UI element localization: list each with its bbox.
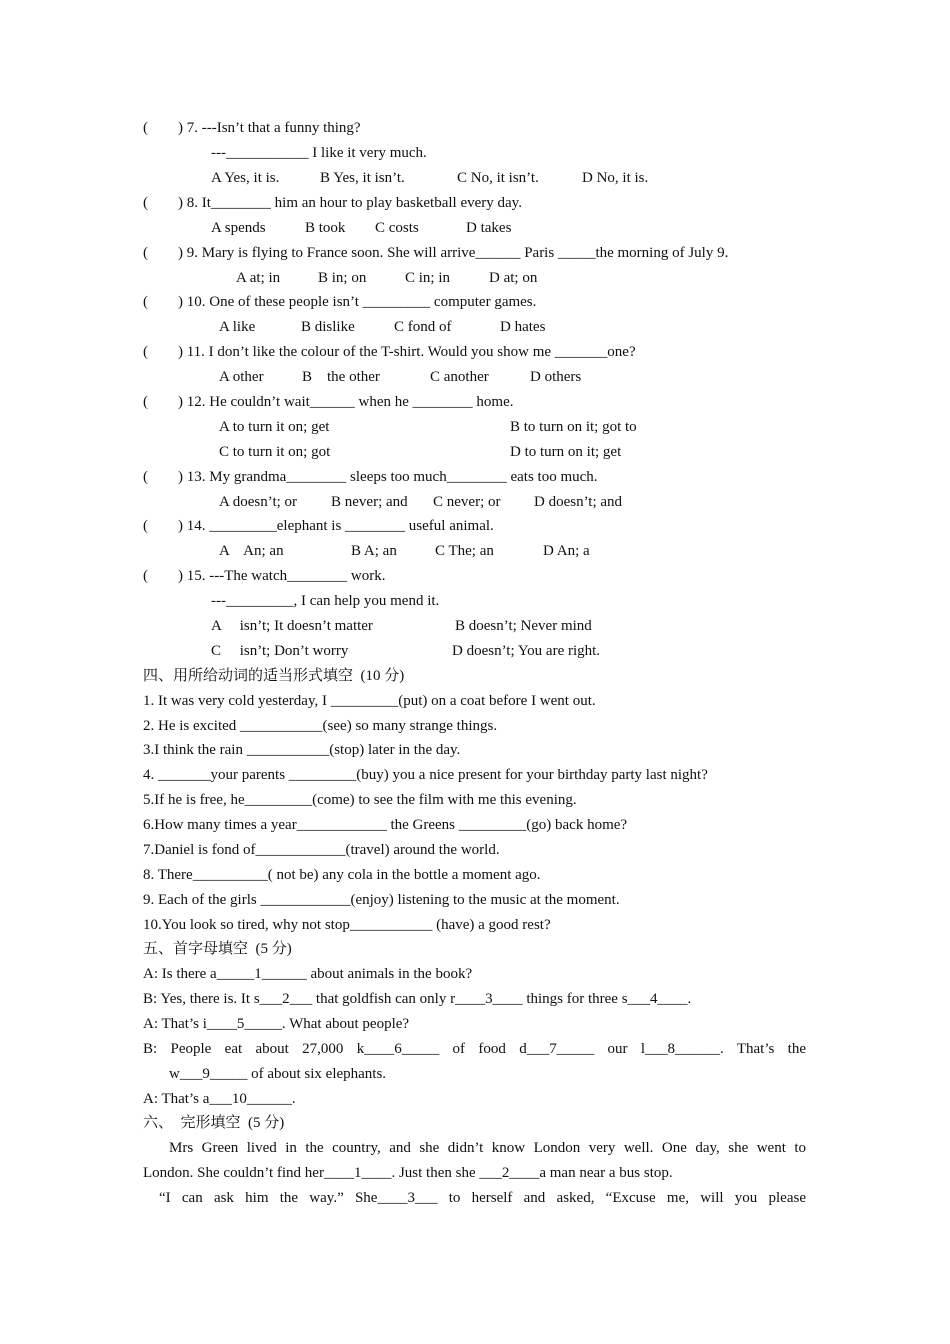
q14-option-d: D An; a bbox=[543, 543, 590, 559]
q15-option-b: B doesn’t; Never mind bbox=[455, 618, 592, 634]
section-4-item-6: 6.How many times a year____________ the Greens _________(go) back home? bbox=[143, 817, 628, 833]
section-4-item-7: 7.Daniel is fond of____________(travel) around the world. bbox=[143, 842, 500, 858]
section-4-item-9: 9. Each of the girls ____________(enjoy) listening to the music at the moment. bbox=[143, 892, 620, 908]
section-5-line-4: B: People eat about 27,000 k____6_____ of food d___7_____ our l___8______. That’s the bbox=[143, 1041, 806, 1057]
q8-option-d: D takes bbox=[466, 220, 512, 236]
q11-option-c: C another bbox=[430, 369, 489, 385]
question-14-stem: ( ) 14. _________elephant is ________ useful animal. bbox=[143, 518, 494, 534]
q9-option-d: D at; on bbox=[489, 270, 538, 286]
section-4-item-1: 1. It was very cold yesterday, I _________(put) on a coat before I went out. bbox=[143, 693, 596, 709]
q11-option-b: B the other bbox=[302, 369, 380, 385]
section-5-line-2: B: Yes, there is. It s___2___ that goldfish can only r____3____ things for three s___4____. bbox=[143, 991, 692, 1007]
q7-option-b: B Yes, it isn’t. bbox=[320, 170, 405, 186]
section-6-title: 六、 完形填空 (5 分) bbox=[143, 1115, 285, 1131]
q10-option-b: B dislike bbox=[301, 319, 355, 335]
section-5-line-5: w___9_____ of about six elephants. bbox=[169, 1066, 387, 1082]
q7-option-c: C No, it isn’t. bbox=[457, 170, 539, 186]
q10-option-a: A like bbox=[219, 319, 256, 335]
q13-option-b: B never; and bbox=[331, 494, 408, 510]
section-4-item-3: 3.I think the rain ___________(stop) later in the day. bbox=[143, 742, 461, 758]
q15-option-c: C isn’t; Don’t worry bbox=[211, 643, 349, 659]
q7-option-a: A Yes, it is. bbox=[211, 170, 280, 186]
q11-option-a: A other bbox=[219, 369, 264, 385]
q9-option-b: B in; on bbox=[318, 270, 367, 286]
question-7-dialog: ---___________ I like it very much. bbox=[211, 145, 427, 161]
section-4-item-10: 10.You look so tired, why not stop___________ (have) a good rest? bbox=[143, 917, 551, 933]
q14-option-b: B A; an bbox=[351, 543, 397, 559]
question-10-stem: ( ) 10. One of these people isn’t _________ computer games. bbox=[143, 294, 537, 310]
section-5-line-3: A: That’s i____5_____. What about people? bbox=[143, 1016, 410, 1032]
section-4-item-4: 4. _______your parents _________(buy) you a nice present for your birthday party last night? bbox=[143, 767, 708, 783]
question-15-dialog: ---_________, I can help you mend it. bbox=[211, 593, 440, 609]
section-5-line-6: A: That’s a___10______. bbox=[143, 1091, 296, 1107]
q8-option-b: B took bbox=[305, 220, 346, 236]
q15-option-d: D doesn’t; You are right. bbox=[452, 643, 601, 659]
q10-option-d: D hates bbox=[500, 319, 546, 335]
q12-option-c: C to turn it on; got bbox=[219, 444, 331, 460]
q13-option-a: A doesn’t; or bbox=[219, 494, 298, 510]
q13-option-d: D doesn’t; and bbox=[534, 494, 623, 510]
section-4-title: 四、用所给动词的适当形式填空 (10 分) bbox=[143, 668, 405, 684]
section-6-line-2: London. She couldn’t find her____1____. Just then she ___2____a man near a bus stop. bbox=[143, 1165, 673, 1181]
question-12-stem: ( ) 12. He couldn’t wait______ when he ________ home. bbox=[143, 394, 514, 410]
question-9-stem: ( ) 9. Mary is flying to France soon. She will arrive______ Paris _____the morning of July 9. bbox=[143, 245, 729, 261]
question-8-stem: ( ) 8. It________ him an hour to play basketball every day. bbox=[143, 195, 522, 211]
q8-option-a: A spends bbox=[211, 220, 266, 236]
q12-option-d: D to turn on it; get bbox=[510, 444, 622, 460]
q8-option-c: C costs bbox=[375, 220, 419, 236]
q15-option-a: A isn’t; It doesn’t matter bbox=[211, 618, 373, 634]
question-11-stem: ( ) 11. I don’t like the colour of the T-shirt. Would you show me _______one? bbox=[143, 344, 636, 360]
q9-option-a: A at; in bbox=[236, 270, 281, 286]
section-4-item-2: 2. He is excited ___________(see) so many strange things. bbox=[143, 718, 498, 734]
section-4-item-8: 8. There__________( not be) any cola in the bottle a moment ago. bbox=[143, 867, 541, 883]
q13-option-c: C never; or bbox=[433, 494, 501, 510]
q11-option-d: D others bbox=[530, 369, 582, 385]
q12-option-a: A to turn it on; get bbox=[219, 419, 330, 435]
q14-option-a: A An; an bbox=[219, 543, 284, 559]
q14-option-c: C The; an bbox=[435, 543, 494, 559]
section-5-title: 五、首字母填空 (5 分) bbox=[143, 941, 292, 957]
section-4-item-5: 5.If he is free, he_________(come) to see the film with me this evening. bbox=[143, 792, 577, 808]
section-6-line-1: Mrs Green lived in the country, and she didn’t know London very well. One day, she went to bbox=[169, 1140, 806, 1156]
q9-option-c: C in; in bbox=[405, 270, 451, 286]
q7-option-d: D No, it is. bbox=[582, 170, 649, 186]
q10-option-c: C fond of bbox=[394, 319, 452, 335]
question-7-stem: ( ) 7. ---Isn’t that a funny thing? bbox=[143, 120, 361, 136]
section-5-line-1: A: Is there a_____1______ about animals in the book? bbox=[143, 966, 473, 982]
question-13-stem: ( ) 13. My grandma________ sleeps too much________ eats too much. bbox=[143, 469, 598, 485]
q12-option-b: B to turn on it; got to bbox=[510, 419, 637, 435]
question-15-stem: ( ) 15. ---The watch________ work. bbox=[143, 568, 386, 584]
section-6-line-3: “I can ask him the way.” She____3___ to herself and asked, “Excuse me, will you please bbox=[159, 1190, 806, 1206]
